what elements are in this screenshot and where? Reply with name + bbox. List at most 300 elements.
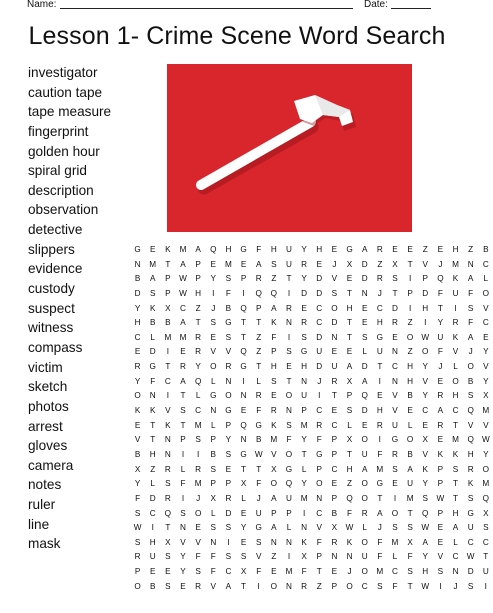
grid-letter: V: [483, 420, 489, 430]
grid-letter: Q: [270, 288, 278, 298]
grid-letter: L: [195, 391, 201, 401]
grid-letter: T: [180, 391, 186, 401]
word-list-item: mask: [28, 536, 61, 552]
name-blank: [60, 8, 353, 9]
grid-letter: M: [179, 332, 187, 342]
grid-letter: B: [210, 449, 216, 459]
grid-letter: N: [331, 332, 338, 342]
grid-letter: C: [149, 508, 156, 518]
grid-letter: U: [361, 552, 368, 562]
grid-letter: I: [166, 391, 169, 401]
grid-letter: V: [316, 523, 322, 533]
grid-letter: C: [467, 537, 474, 547]
grid-letter: I: [393, 493, 397, 503]
grid-letter: P: [165, 288, 171, 298]
grid-letter: Q: [210, 245, 217, 254]
grid-letter: E: [392, 332, 398, 342]
grid-letter: A: [346, 362, 353, 372]
grid-letter: R: [286, 303, 292, 313]
grid-letter: A: [180, 259, 186, 269]
grid-letter: V: [331, 274, 338, 284]
grid-letter: Q: [164, 508, 172, 518]
grid-letter: J: [438, 362, 443, 372]
grid-letter: C: [180, 303, 186, 313]
word-list-item: fingerprint: [28, 123, 89, 139]
grid-letter: E: [225, 464, 232, 474]
grid-letter: V: [452, 347, 459, 357]
letter-grid: [130, 243, 493, 594]
grid-letter: O: [331, 303, 338, 313]
grid-letter: N: [270, 537, 277, 547]
grid-letter: F: [210, 567, 216, 577]
word-list-item: notes: [28, 477, 62, 493]
grid-row: [130, 565, 493, 580]
grid-row: [130, 331, 493, 346]
grid-letter: T: [483, 552, 489, 562]
grid-row: [130, 580, 493, 595]
grid-letter: I: [408, 303, 412, 313]
grid-letter: I: [242, 288, 245, 298]
grid-row: [130, 448, 493, 463]
grid-letter: P: [210, 479, 216, 489]
grid-letter: T: [256, 464, 262, 474]
grid-letter: Z: [271, 274, 277, 284]
grid-letter: S: [180, 508, 186, 518]
grid-row: [130, 433, 493, 448]
grid-letter: W: [421, 332, 430, 342]
grid-letter: R: [301, 259, 308, 269]
grid-letter: X: [422, 435, 428, 445]
grid-letter: F: [150, 376, 156, 386]
grid-letter: O: [452, 376, 459, 386]
grid-letter: M: [225, 259, 232, 269]
grid-letter: R: [134, 362, 141, 372]
grid-letter: U: [286, 259, 292, 269]
grid-letter: P: [210, 435, 216, 445]
grid-letter: U: [331, 362, 338, 372]
grid-letter: P: [437, 508, 444, 518]
grid-letter: X: [483, 508, 489, 518]
grid-letter: Q: [467, 406, 474, 416]
grid-letter: C: [316, 406, 323, 416]
grid-letter: G: [255, 523, 262, 533]
grid-letter: G: [316, 449, 323, 459]
grid-letter: R: [195, 581, 202, 591]
grid-letter: M: [194, 420, 202, 430]
header-line: [0, 0, 474, 14]
grid-letter: L: [453, 362, 458, 372]
grid-letter: S: [392, 523, 398, 533]
grid-letter: S: [361, 332, 368, 342]
grid-letter: Z: [347, 479, 353, 489]
grid-letter: F: [286, 435, 292, 445]
grid-letter: I: [242, 376, 245, 386]
grid-letter: S: [165, 581, 171, 591]
grid-letter: E: [210, 259, 216, 269]
grid-letter: O: [346, 581, 353, 591]
grid-letter: B: [407, 449, 413, 459]
grid-letter: S: [165, 552, 171, 562]
grid-letter: M: [376, 567, 384, 577]
grid-letter: P: [286, 508, 292, 518]
grid-letter: D: [422, 288, 429, 298]
grid-letter: S: [392, 464, 398, 474]
grid-letter: G: [134, 245, 141, 254]
grid-letter: C: [452, 406, 459, 416]
grid-letter: P: [271, 347, 277, 357]
grid-letter: M: [300, 493, 308, 503]
grid-letter: V: [271, 449, 277, 459]
grid-letter: D: [301, 288, 308, 298]
grid-letter: Y: [422, 479, 428, 489]
grid-letter: B: [149, 581, 156, 591]
grid-letter: T: [286, 274, 292, 284]
grid-letter: F: [377, 449, 383, 459]
grid-letter: Y: [301, 479, 307, 489]
grid-letter: W: [436, 493, 445, 503]
grid-letter: E: [180, 347, 186, 357]
grid-letter: C: [482, 537, 489, 547]
grid-letter: Q: [482, 493, 489, 503]
grid-letter: H: [134, 318, 141, 328]
grid-letter: V: [392, 406, 398, 416]
grid-letter: P: [346, 391, 353, 401]
grid-letter: F: [377, 537, 383, 547]
grid-letter: R: [376, 245, 383, 254]
grid-letter: T: [316, 567, 322, 577]
grid-letter: A: [271, 303, 277, 313]
grid-letter: F: [256, 479, 262, 489]
grid-letter: A: [467, 274, 474, 284]
grid-letter: R: [195, 464, 202, 474]
grid-letter: L: [483, 274, 489, 284]
grid-letter: O: [285, 391, 293, 401]
grid-letter: R: [331, 537, 338, 547]
grid-row: [130, 463, 493, 478]
grid-letter: U: [286, 245, 292, 254]
grid-letter: P: [407, 288, 413, 298]
grid-letter: Y: [437, 318, 444, 328]
grid-letter: N: [225, 376, 232, 386]
grid-letter: E: [149, 567, 156, 577]
grid-letter: Z: [195, 303, 201, 313]
grid-letter: V: [134, 435, 141, 445]
grid-letter: O: [134, 391, 141, 401]
grid-letter: A: [180, 376, 186, 386]
grid-letter: G: [376, 479, 383, 489]
grid-letter: S: [225, 523, 232, 533]
grid-letter: K: [271, 318, 277, 328]
grid-letter: S: [392, 274, 398, 284]
grid-letter: Z: [422, 245, 428, 254]
grid-letter: E: [165, 567, 171, 577]
grid-letter: Q: [346, 493, 353, 503]
grid-letter: K: [452, 274, 459, 284]
grid-letter: G: [346, 245, 353, 254]
grid-letter: J: [317, 376, 322, 386]
grid-letter: W: [133, 523, 142, 533]
grid-letter: P: [422, 274, 428, 284]
grid-letter: O: [467, 362, 474, 372]
grid-letter: H: [301, 362, 308, 372]
grid-letter: V: [392, 391, 398, 401]
grid-letter: H: [316, 245, 323, 254]
grid-letter: L: [256, 376, 261, 386]
grid-letter: V: [437, 552, 444, 562]
grid-letter: O: [361, 479, 368, 489]
grid-letter: T: [377, 493, 383, 503]
grid-letter: E: [271, 567, 277, 577]
grid-letter: H: [225, 245, 232, 254]
word-list-item: ruler: [28, 497, 56, 513]
grid-letter: U: [361, 449, 368, 459]
grid-letter: P: [240, 274, 247, 284]
grid-letter: B: [467, 376, 474, 386]
grid-letter: A: [422, 537, 428, 547]
word-list-item: compass: [28, 339, 83, 355]
grid-letter: I: [287, 332, 291, 342]
grid-letter: I: [318, 391, 321, 401]
grid-letter: Y: [422, 391, 428, 401]
grid-letter: T: [165, 362, 171, 372]
grid-letter: O: [422, 347, 429, 357]
grid-letter: J: [347, 567, 352, 577]
grid-letter: T: [407, 581, 413, 591]
grid-letter: X: [346, 259, 353, 269]
grid-letter: A: [467, 332, 474, 342]
grid-letter: Z: [377, 259, 383, 269]
grid-letter: J: [332, 259, 337, 269]
grid-letter: Y: [180, 552, 186, 562]
grid-letter: W: [421, 523, 430, 533]
grid-letter: H: [376, 318, 383, 328]
grid-letter: N: [164, 435, 171, 445]
grid-letter: E: [346, 347, 353, 357]
grid-letter: K: [467, 479, 474, 489]
word-list-item: witness: [28, 320, 74, 336]
grid-letter: S: [271, 259, 277, 269]
grid-letter: C: [482, 318, 489, 328]
grid-letter: N: [316, 493, 323, 503]
grid-letter: N: [392, 376, 398, 386]
grid-letter: G: [391, 435, 399, 445]
grid-letter: X: [210, 493, 216, 503]
grid-letter: S: [467, 493, 474, 503]
grid-letter: F: [437, 288, 443, 298]
word-list-item: gloves: [28, 438, 68, 454]
grid-row: [130, 316, 493, 331]
grid-letter: G: [240, 449, 247, 459]
grid-letter: E: [240, 406, 247, 416]
grid-letter: E: [331, 406, 338, 416]
grid-letter: C: [164, 376, 171, 386]
grid-letter: C: [376, 303, 383, 313]
grid-letter: Z: [150, 464, 156, 474]
grid-letter: S: [407, 567, 413, 577]
grid-letter: R: [331, 376, 338, 386]
grid-letter: S: [165, 479, 171, 489]
grid-letter: R: [134, 552, 141, 562]
word-list-item: custody: [28, 281, 75, 297]
grid-letter: S: [195, 435, 201, 445]
word-list-item: sketch: [28, 379, 68, 395]
grid-letter: P: [225, 420, 232, 430]
grid-letter: X: [331, 523, 338, 533]
grid-letter: H: [376, 406, 383, 416]
grid-letter: T: [377, 362, 383, 372]
grid-letter: L: [210, 376, 216, 386]
grid-letter: J: [377, 288, 382, 298]
date-label: Date:: [364, 0, 388, 10]
grid-letter: F: [135, 493, 141, 503]
grid-letter: P: [437, 479, 444, 489]
grid-letter: K: [346, 537, 353, 547]
grid-letter: K: [165, 420, 171, 430]
grid-letter: A: [377, 508, 383, 518]
grid-letter: Z: [407, 318, 413, 328]
grid-letter: G: [255, 420, 262, 430]
grid-letter: M: [376, 464, 384, 474]
grid-letter: N: [301, 376, 308, 386]
grid-letter: X: [346, 435, 353, 445]
grid-letter: N: [210, 537, 217, 547]
grid-letter: H: [195, 288, 202, 298]
grid-letter: N: [240, 391, 247, 401]
grid-letter: A: [149, 274, 156, 284]
grid-letter: L: [241, 493, 246, 503]
grid-letter: L: [407, 420, 413, 430]
grid-letter: V: [180, 537, 186, 547]
grid-letter: E: [331, 479, 338, 489]
grid-letter: Z: [407, 347, 413, 357]
grid-letter: E: [392, 245, 398, 254]
grid-letter: H: [422, 303, 429, 313]
grid-letter: N: [331, 552, 338, 562]
grid-row: [130, 375, 493, 390]
grid-letter: J: [468, 347, 473, 357]
grid-letter: S: [286, 347, 292, 357]
grid-letter: V: [210, 347, 216, 357]
grid-letter: R: [437, 391, 444, 401]
grid-letter: E: [346, 274, 353, 284]
grid-letter: T: [241, 332, 247, 342]
grid-letter: N: [286, 537, 292, 547]
grid-letter: K: [149, 406, 156, 416]
grid-letter: Z: [468, 245, 474, 254]
grid-letter: G: [240, 245, 247, 254]
grid-letter: P: [134, 567, 141, 577]
grid-letter: I: [166, 347, 169, 357]
grid-letter: E: [407, 245, 413, 254]
grid-letter: S: [225, 332, 232, 342]
grid-letter: T: [392, 288, 398, 298]
grid-letter: L: [362, 347, 367, 357]
word-list-item: tape measure: [28, 104, 112, 120]
grid-letter: Y: [180, 567, 186, 577]
grid-letter: A: [361, 376, 368, 386]
grid-letter: V: [422, 259, 428, 269]
grid-letter: B: [483, 245, 489, 254]
grid-letter: W: [179, 288, 187, 298]
grid-row: [130, 419, 493, 434]
grid-letter: S: [255, 537, 262, 547]
name-label: Name:: [27, 0, 57, 10]
grid-letter: R: [437, 420, 444, 430]
grid-letter: I: [408, 274, 412, 284]
grid-letter: O: [285, 449, 293, 459]
grid-letter: E: [240, 259, 247, 269]
grid-letter: U: [301, 391, 308, 401]
grid-letter: S: [467, 303, 474, 313]
grid-letter: F: [195, 552, 201, 562]
grid-letter: N: [452, 567, 459, 577]
grid-letter: N: [210, 406, 217, 416]
grid-letter: P: [180, 435, 186, 445]
grid-letter: P: [255, 303, 262, 313]
grid-letter: N: [149, 391, 156, 401]
grid-letter: T: [165, 523, 171, 533]
word-list-item: detective: [28, 222, 83, 238]
grid-letter: V: [483, 303, 489, 313]
grid-letter: B: [255, 435, 262, 445]
grid-letter: D: [331, 318, 338, 328]
grid-letter: M: [482, 406, 490, 416]
grid-letter: L: [301, 464, 307, 474]
word-list-item: investigator: [28, 65, 98, 80]
grid-letter: A: [225, 581, 232, 591]
grid-letter: V: [195, 537, 201, 547]
grid-letter: G: [240, 362, 247, 372]
grid-letter: P: [331, 435, 338, 445]
page-title: Lesson 1- Crime Scene Word Search: [28, 22, 446, 50]
grid-letter: M: [406, 493, 414, 503]
grid-letter: X: [165, 537, 171, 547]
grid-letter: N: [286, 406, 292, 416]
word-list-item: photos: [28, 398, 69, 414]
grid-letter: L: [453, 537, 458, 547]
grid-letter: U: [452, 288, 459, 298]
grid-letter: M: [285, 567, 293, 577]
grid-letter: C: [316, 303, 323, 313]
grid-letter: S: [377, 581, 383, 591]
grid-letter: R: [392, 449, 398, 459]
grid-letter: E: [240, 508, 247, 518]
grid-letter: W: [421, 581, 430, 591]
word-list-item: slippers: [28, 241, 75, 257]
grid-letter: X: [165, 303, 171, 313]
grid-letter: M: [194, 479, 202, 489]
grid-letter: T: [256, 318, 262, 328]
grid-letter: D: [361, 259, 368, 269]
grid-letter: Q: [240, 420, 247, 430]
grid-letter: N: [240, 435, 247, 445]
grid-letter: R: [316, 420, 323, 430]
grid-row: [130, 287, 493, 302]
grid-letter: X: [407, 537, 413, 547]
grid-letter: E: [149, 245, 156, 254]
grid-letter: C: [316, 318, 323, 328]
grid-letter: K: [165, 245, 171, 254]
grid-letter: M: [452, 435, 459, 445]
grid-letter: N: [392, 347, 398, 357]
grid-letter: C: [225, 567, 232, 577]
grid-letter: I: [287, 288, 291, 298]
grid-letter: I: [378, 376, 381, 386]
grid-letter: H: [407, 362, 414, 372]
grid-letter: O: [482, 464, 489, 474]
grid-row: [130, 521, 493, 536]
grid-letter: T: [407, 508, 413, 518]
